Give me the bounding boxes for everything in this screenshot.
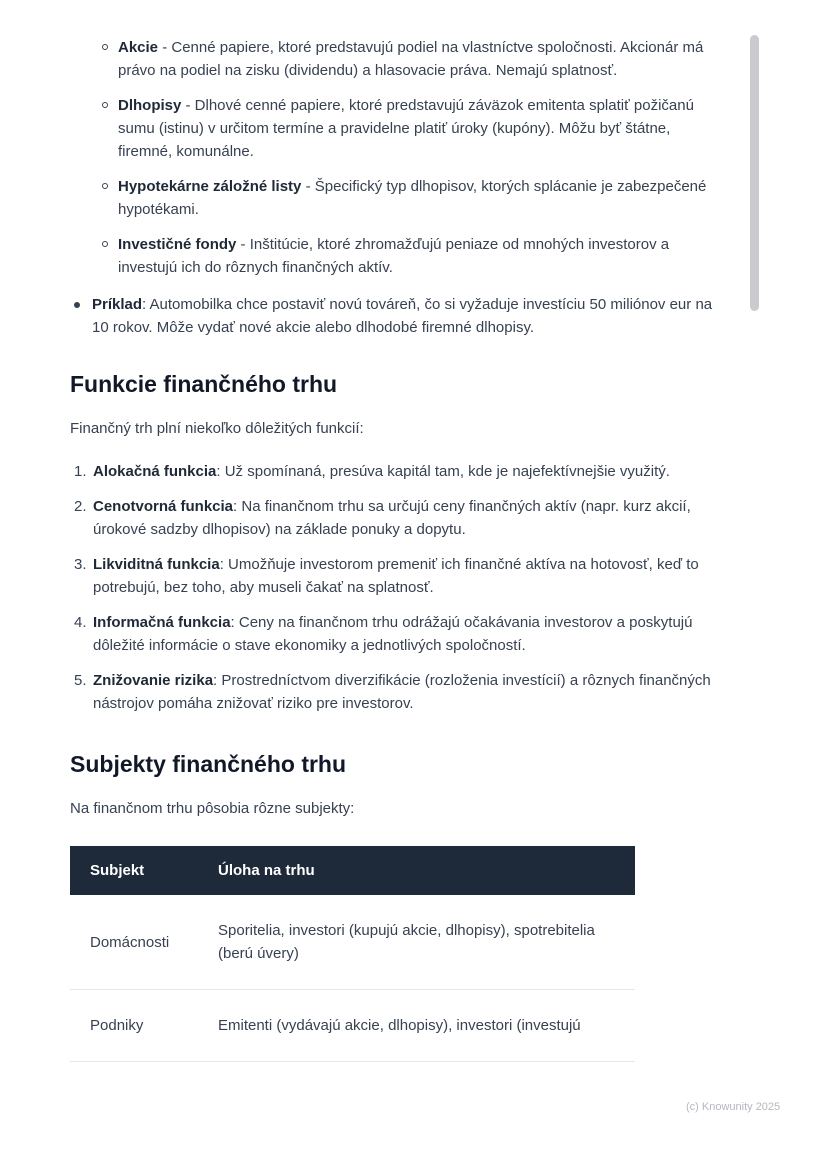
circle-bullet-icon [102, 241, 108, 247]
list-item-text [93, 460, 718, 483]
list-number: 4. [74, 614, 87, 631]
list-item [102, 175, 718, 221]
list-item-text [93, 495, 718, 541]
list-item [74, 611, 718, 657]
term: Investičné fondy [118, 236, 237, 253]
term: Alokačná funkcia [93, 463, 217, 480]
list-number: 5. [74, 672, 87, 689]
term: Informačná funkcia [93, 614, 231, 631]
term: Znižovanie rizika [93, 672, 214, 689]
list-item-text [93, 553, 718, 599]
table-cell-role: Sporitelia, investori (kupujú akcie, dlhopisy), spotrebitelia (berú úvery) [198, 895, 635, 990]
table-cell-role: Emitenti (vydávajú akcie, dlhopisy), investori (investujú [198, 990, 635, 1062]
list-item [102, 36, 718, 82]
term-description: - Inštitúcie, ktoré zhromažďujú peniaze od mnohých investorov a investujú ich do rôznych finančných aktív. [118, 236, 670, 276]
table-cell-subject: Podniky [70, 990, 198, 1062]
list-number: 1. [74, 463, 87, 480]
term-description: : Prostredníctvom diverzifikácie (rozloženia investícií) a rôznych finančných nástrojov pomáha znižovať riziko pre investorov. [93, 672, 711, 712]
term: Hypotekárne záložné listy [118, 178, 302, 195]
circle-bullet-icon [102, 183, 108, 189]
term-description: : Ceny na finančnom trhu odrážajú očakávania investorov a poskytujú dôležité informácie o stave ekonomiky a jednotlivých spoločností. [93, 614, 693, 654]
section-intro: Na finančnom trhu pôsobia rôzne subjekty: [70, 800, 355, 817]
list-item [102, 94, 718, 163]
section-intro: Finančný trh plní niekoľko dôležitých funkcií: [70, 420, 364, 437]
list-item [74, 460, 718, 483]
table-header-uloha: Úloha na trhu [198, 846, 635, 895]
list-item-text [92, 293, 718, 339]
term: Dlhopisy [118, 97, 182, 114]
term: Akcie [118, 39, 159, 56]
term-description: : Automobilka chce postaviť novú továreň, čo si vyžaduje investíciu 50 miliónov eur na 10 rokov. Môže vydať nové akcie alebo dlhodobé firemné dlhopisy. [92, 296, 713, 336]
table-cell-subject: Domácnosti [70, 895, 198, 990]
term-description: : Umožňuje investorom premeniť ich finančné aktíva na hotovosť, keď to potrebujú, bez toho, aby museli čakať na splatnosť. [93, 556, 699, 596]
list-item [102, 233, 718, 279]
list-item-text [93, 611, 718, 657]
circle-bullet-icon [102, 102, 108, 108]
watermark: (c) Knowunity 2025 [686, 1101, 781, 1113]
term-description: - Cenné papiere, ktoré predstavujú podiel na vlastníctve spoločnosti. Akcionár má právo na podiel na zisku (dividendu) a hlasovacie práva. Nemajú splatnosť. [118, 39, 704, 79]
term: Príklad [92, 296, 143, 313]
term-description: : Na finančnom trhu sa určujú ceny finančných aktív (napr. kurz akcií, úrokové sadzby dlhopisov) na základe ponuky a dopytu. [93, 498, 691, 538]
term: Cenotvorná funkcia [93, 498, 234, 515]
disc-bullet-icon [74, 302, 80, 308]
list-number: 3. [74, 556, 87, 573]
table-header-row [70, 846, 635, 895]
list-item [74, 293, 718, 339]
instrument-list [70, 36, 718, 279]
example-list [70, 293, 718, 339]
term: Likviditná funkcia [93, 556, 220, 573]
term-description: - Dlhové cenné papiere, ktoré predstavujú záväzok emitenta splatiť požičanú sumu (istinu) v určitom termíne a pravidelne platiť úroky (kupóny). Môžu byť štátne, firemné, komunálne. [118, 97, 694, 160]
term-description: : Už spomínaná, presúva kapitál tam, kde je najefektívnejšie využitý. [216, 463, 670, 480]
list-item [74, 669, 718, 715]
section-heading-funkcie: Funkcie finančného trhu [70, 371, 338, 397]
table-row [70, 990, 635, 1062]
list-item-text [118, 94, 718, 163]
list-item [74, 553, 718, 599]
scrollbar-thumb[interactable] [750, 35, 759, 311]
section-heading-subjekty: Subjekty finančného trhu [70, 751, 347, 777]
functions-ordered-list [70, 460, 718, 715]
list-item-text [118, 36, 718, 82]
list-number: 2. [74, 498, 87, 515]
subjects-table [70, 846, 635, 1062]
term-description: - Špecifický typ dlhopisov, ktorých splácanie je zabezpečené hypotékami. [118, 178, 707, 218]
circle-bullet-icon [102, 44, 108, 50]
table-row [70, 895, 635, 990]
list-item-text [93, 669, 718, 715]
list-item-text [118, 175, 718, 221]
list-item [74, 495, 718, 541]
document-content [70, 36, 718, 1062]
list-item-text [118, 233, 718, 279]
table-header-subjekt: Subjekt [70, 846, 198, 895]
